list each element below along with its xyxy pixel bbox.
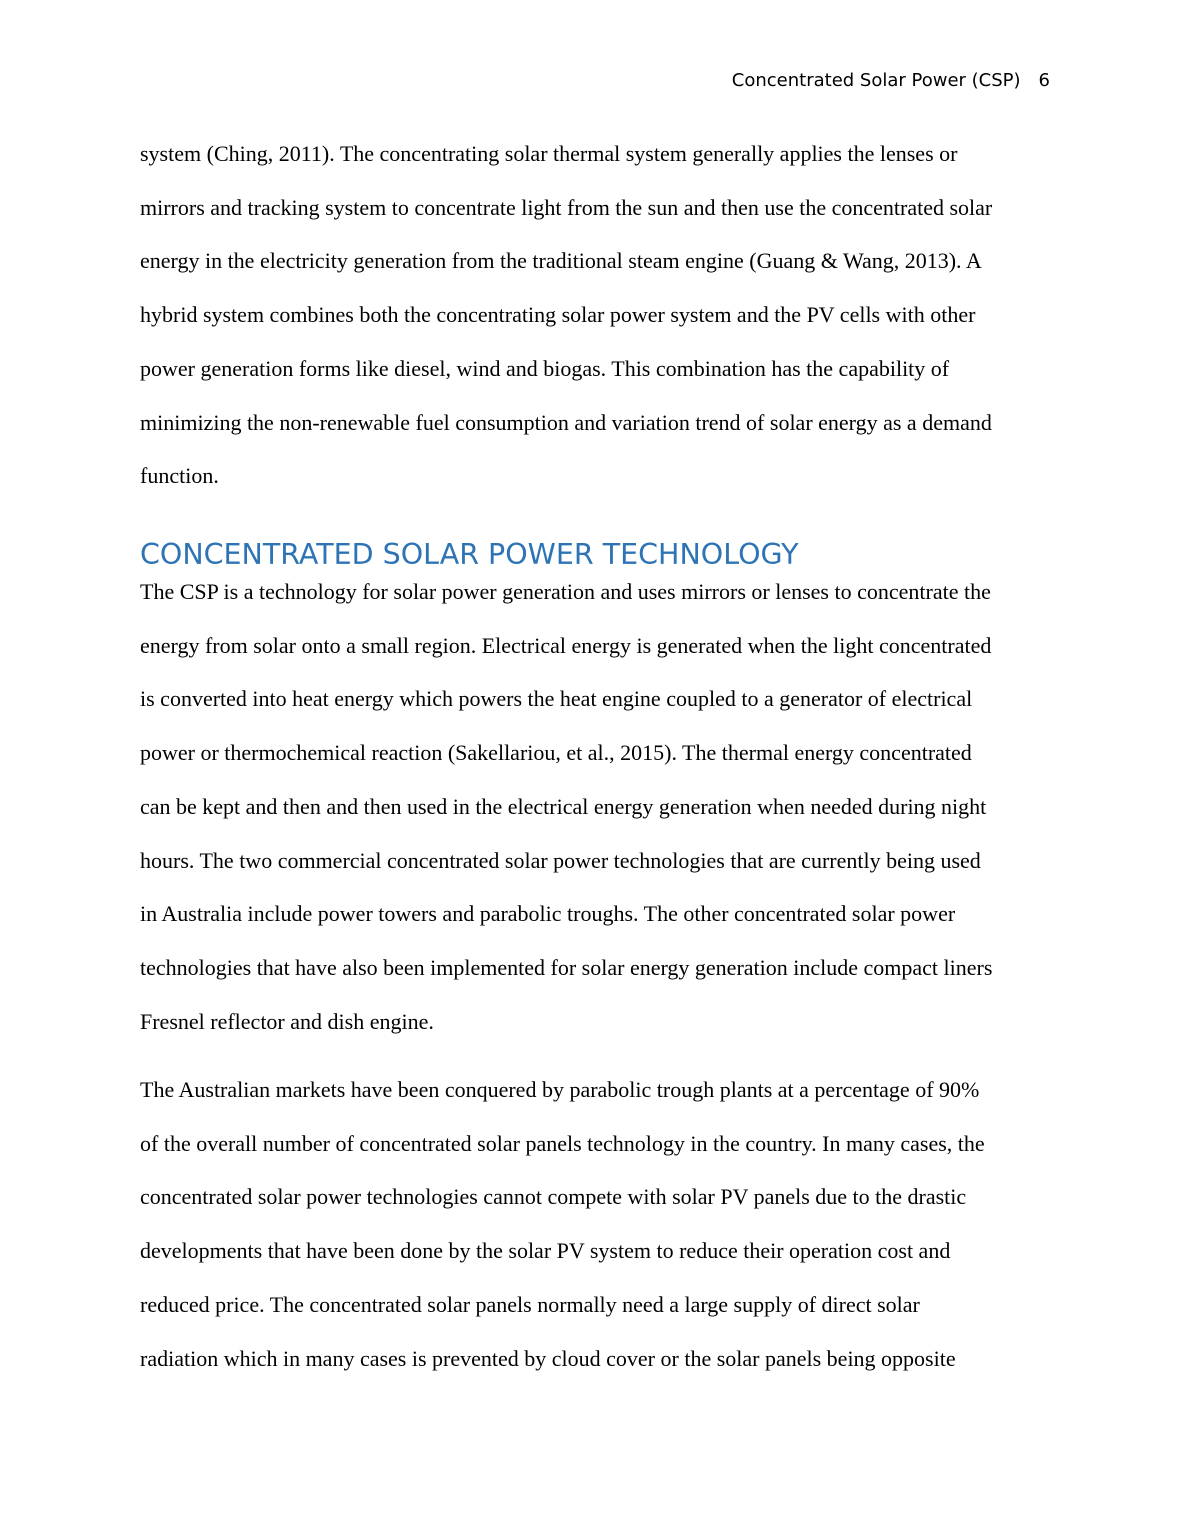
paragraph-2 [140,565,1052,1048]
paragraph-line: energy in the electricity generation from the traditional steam engine (Guang & Wang, 2013). A [140,248,982,274]
paragraph-line: of the overall number of concentrated solar panels technology in the country. In many cases, the [140,1130,985,1156]
section-heading: CONCENTRATED SOLAR POWER TECHNOLOGY [140,538,799,571]
paragraph-line: minimizing the non-renewable fuel consumption and variation trend of solar energy as a demand [140,409,992,435]
paragraph-line: energy from solar onto a small region. Electrical energy is generated when the light concentrated [140,632,992,658]
paragraph-3 [140,1063,1052,1385]
paragraph-line: power generation forms like diesel, wind and biogas. This combination has the capability of [140,355,950,381]
paragraph-line: The Australian markets have been conquered by parabolic trough plants at a percentage of 90% [140,1077,980,1102]
paragraph-line: concentrated solar power technologies cannot compete with solar PV panels due to the drastic [140,1184,967,1210]
running-header [732,70,1050,91]
paragraph-line: The CSP is a technology for solar power generation and uses mirrors or lenses to concentrate the [140,579,991,604]
paragraph-line: function. [140,463,219,489]
paragraph-line: Fresnel reflector and dish engine. [140,1008,434,1034]
paragraph-line: technologies that have also been implemented for solar energy generation include compact liners [140,954,993,980]
paragraph-1 [140,127,1052,503]
paragraph-line: reduced price. The concentrated solar panels normally need a large supply of direct solar [140,1291,920,1317]
paragraph-line: system (Ching, 2011). The concentrating solar thermal system generally applies the lenses or [140,141,958,166]
paragraph-line: in Australia include power towers and parabolic troughs. The other concentrated solar power [140,901,956,927]
paragraph-line: hybrid system combines both the concentrating solar power system and the PV cells with other [140,302,976,328]
paragraph-line: developments that have been done by the solar PV system to reduce their operation cost and [140,1238,951,1264]
paragraph-line: radiation which in many cases is prevented by cloud cover or the solar panels being opposite [140,1345,956,1371]
paragraph-line: is converted into heat energy which powers the heat engine coupled to a generator of electrical [140,686,973,712]
paragraph-line: mirrors and tracking system to concentrate light from the sun and then use the concentrated solar [140,194,993,220]
paragraph-line: power or thermochemical reaction (Sakellariou, et al., 2015). The thermal energy concentrated [140,740,972,766]
page-number: 6 [1038,70,1050,91]
paragraph-line: hours. The two commercial concentrated solar power technologies that are currently being used [140,847,981,873]
running-title: Concentrated Solar Power (CSP) [731,70,1021,91]
paragraph-line: can be kept and then and then used in the electrical energy generation when needed during night [140,793,987,819]
